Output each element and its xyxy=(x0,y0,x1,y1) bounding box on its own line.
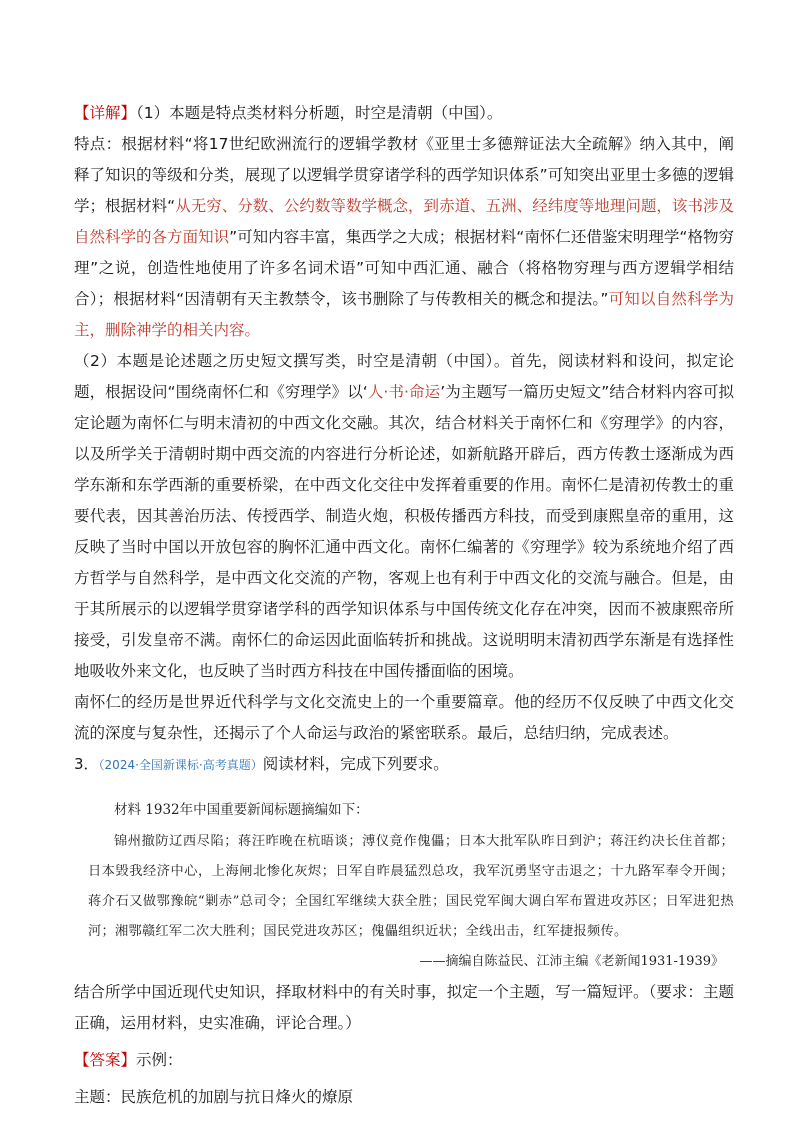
material-title: 材料 1932年中国重要新闻标题摘编如下： xyxy=(114,802,369,818)
answer-theme: 主题：民族危机的加剧与抗日烽火的燎原 xyxy=(74,1088,354,1106)
document-page xyxy=(74,98,734,1113)
question-number: 3． xyxy=(74,755,99,773)
question-prompt: 阅读材料，完成下列要求。 xyxy=(262,755,449,773)
detail-p4: 南怀仁的经历是世界近代科学与文化交流史上的一个重要篇章。他的经历不仅反映了中西文化交流的深度与复杂性，还揭示了个人命运与政治的紧密联系。最后，总结归纳，完成表述。 xyxy=(74,693,734,742)
material-body: 锦州撤防辽西尽陷；蒋汪昨晚在杭晤谈；溥仪竟作傀儡；日本大批军队昨日到沪；蒋汪约决长住首都；日本毁我经济中心，上海闸北惨化灰烬；日军自昨晨猛烈总攻，我军沉勇坚守击退之；十九路军奉令开闽；蒋介石又做鄂豫皖“剿赤”总司令；全国红军继续大获全胜；国民党军闽大调白军布置进攻苏区；日军进犯热河；湘鄂赣红军二次大胜利；国民党进攻苏区；傀儡组织近状；全线出击，红军捷报频传。 xyxy=(88,834,734,939)
detail-p1: 【详解】（1）本题是特点类材料分析题，时空是清朝（中国）。 xyxy=(74,104,503,122)
question-requirement: 结合所学中国近现代史知识，择取材料中的有关时事，拟定一个主题，写一篇短评。（要求：主题正确，运用材料，史实准确，评论合理。） xyxy=(74,983,734,1032)
answer-tag: 【答案】 xyxy=(74,1051,137,1069)
detail-p3: （2）本题是论述题之历史短文撰写类，时空是清朝（中国）。首先，阅读材料和设问，拟定论题，根据设问“围绕南怀仁和《穷理学》以‘人·书·命运’为主题写一篇历史短文”结合材料内容可拟定论题为南怀仁与明末清初的中西文化交融。其次，结合材料关于南怀仁和《穷理学》的内容，以及所学关于清朝时期中西交流的内容进行分析论述，如新航路开辟后，西方传教士逐渐成为西学东渐和东学西渐的重要桥梁，在中西文化交往中发挥着重要的作用。南怀仁是清初传教士的重要代表，因其善治历法、传授西学、制造火炮，积极传播西方科技，而受到康熙皇帝的重用，这反映了当时中国以开放包容的胸怀汇通中西文化。南怀仁编著的《穷理学》较为系统地介绍了西方哲学与自然科学，是中西文化交流的产物，客观上也有利于中西文化的交流与融合。但是，由于其所展示的以逻辑学贯穿诸学科的西学知识体系与中国传统文化存在冲突，因而不被康熙帝所接受，引发皇帝不满。南怀仁的命运因此面临转折和挑战。这说明明末清初西学东渐是有选择性地吸收外来文化，也反映了当时西方科技在中国传播面临的困境。 xyxy=(74,352,734,680)
answer-line: 【答案】示例： xyxy=(74,1051,183,1069)
detail-tag: 【详解】 xyxy=(74,104,137,122)
detail-p2: 特点：根据材料“将17世纪欧洲流行的逻辑学教材《亚里士多德辩证法大全疏解》纳入其中，阐释了知识的等级和分类，展现了以逻辑学贯穿诸学科的西学知识体系”可知突出亚里士多德的逻辑学；根据材料“从无穷、分数、公约数等数学概念，到赤道、五洲、经纬度等地理问题，该书涉及自然科学的各方面知识”可知内容丰富，集西学之大成；根据材料“南怀仁还借鉴宋明理学“格物穷理”之说，创造性地使用了许多名词术语”可知中西汇通、融合（将格物穷理与西方逻辑学相结合）；根据材料“因清朝有天主教禁令，该书删除了与传教相关的概念和提法。”可知以自然科学为主，删除神学的相关内容。 xyxy=(74,135,734,339)
material-citation: ——摘编自陈益民、江沛主编《老新闻1931-1939》 xyxy=(419,954,724,969)
material-block xyxy=(74,795,734,977)
question-header xyxy=(74,749,734,781)
question-source: （2024·全国新课标·高考真题） xyxy=(98,758,263,772)
